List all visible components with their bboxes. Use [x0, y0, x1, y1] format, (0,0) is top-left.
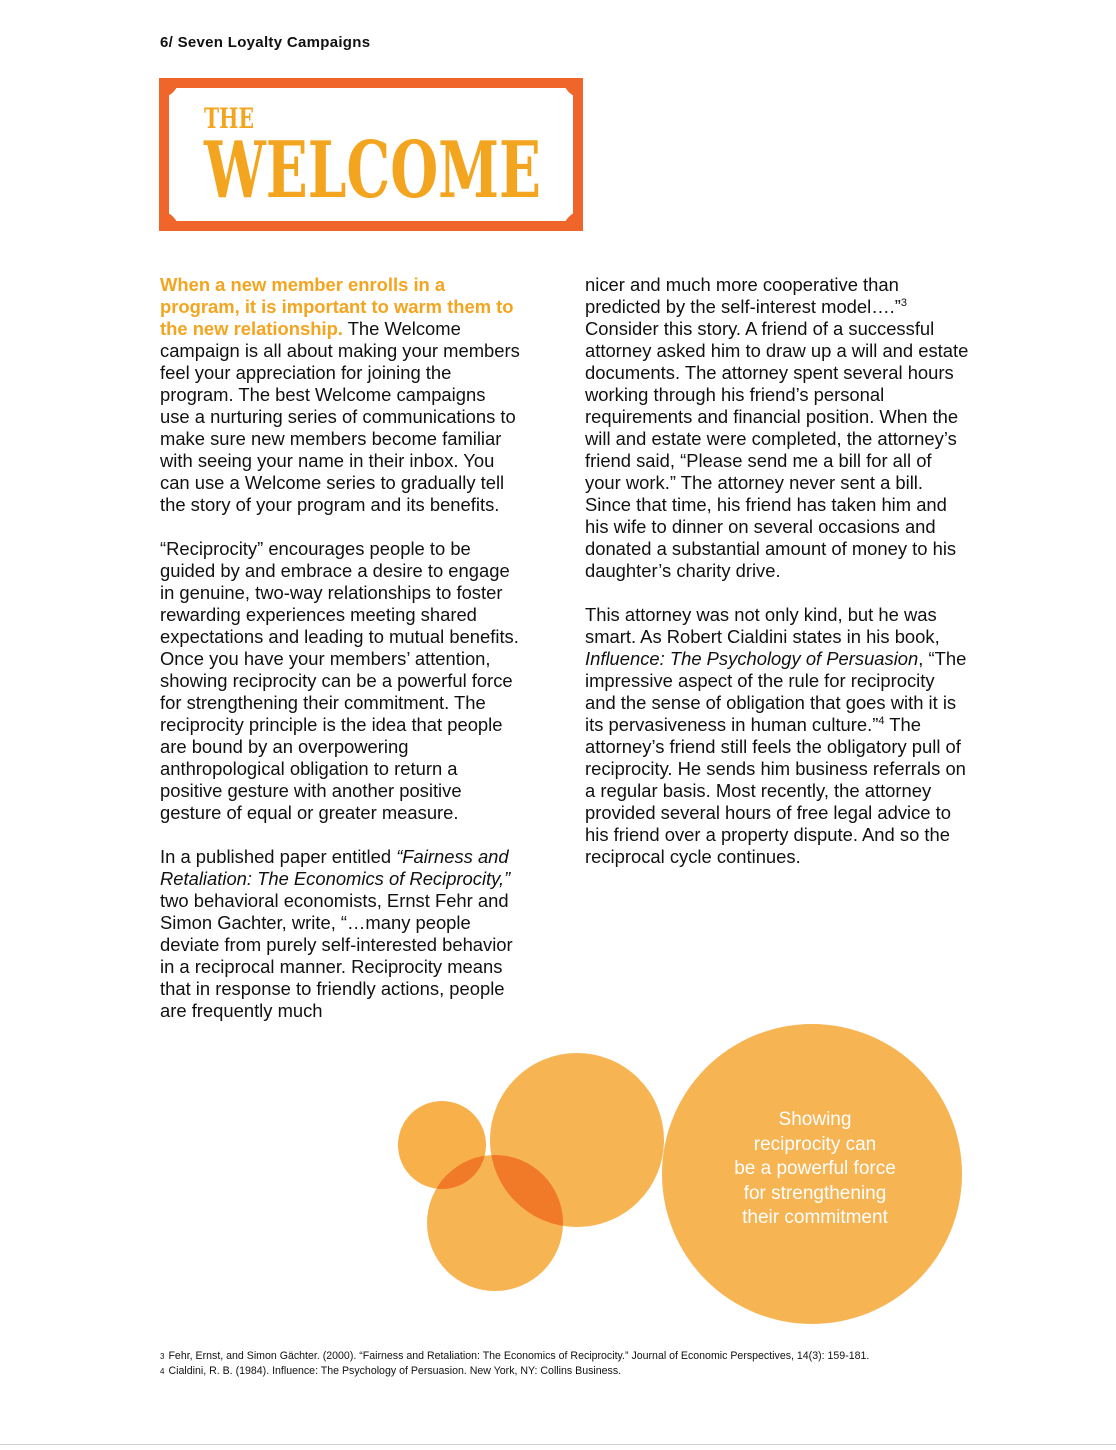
- cialdini-paragraph: [585, 604, 970, 868]
- cialdini-text-c: The attorney’s friend still feels the obligatory pull of reciprocity. He sends him business referrals on a regular basis. Most recently, the attorney provided several hours of free legal advice to his friend over a property dispute. And so the reciprocal cycle continues.: [585, 714, 966, 867]
- paper-title: “Fairness and Retaliation: The Economics of Reciprocity,”: [160, 846, 511, 889]
- footnote: [160, 1364, 869, 1379]
- footnote-ref-3: 3: [900, 296, 907, 309]
- callout-line: Showing: [778, 1109, 852, 1130]
- right-column: [585, 274, 970, 890]
- banner-big-word: WELCOME: [203, 125, 541, 216]
- intro-lead: When a new member enrolls in a program, it is important to warm them to the new relationship.: [160, 274, 514, 339]
- callout-line: reciprocity can: [753, 1133, 877, 1155]
- intro-paragraph: [160, 274, 520, 516]
- story-text-a: nicer and much more cooperative than predicted by the self-interest model….”: [585, 274, 901, 317]
- bottom-divider: [0, 1444, 1116, 1445]
- cialdini-text-a: This attorney was not only kind, but he was smart. As Robert Cialdini states in his book,: [585, 604, 940, 647]
- footnote-number: 4: [160, 1367, 165, 1376]
- footnote-ref-4: 4: [878, 714, 885, 727]
- banner-small-word: THE: [204, 102, 254, 135]
- intro-text: The Welcome campaign is all about making your members feel your appreciation for joining the program. The best Welcome campaigns use a nurturing series of communications to make sure new members become familiar with seeing your name in their inbox. You can use a Welcome series to gradually tell the story of your program and its benefits.: [160, 318, 520, 515]
- footnote: [160, 1349, 869, 1364]
- page-header: 6/ Seven Loyalty Campaigns: [160, 34, 371, 51]
- book-title: Influence: The Psychology of Persuasion: [585, 648, 919, 669]
- callout-line: for strengthening: [743, 1182, 887, 1204]
- footnotes: [160, 1349, 869, 1379]
- callout-text: [700, 1108, 930, 1231]
- story-paragraph: [585, 274, 970, 582]
- paper-text-b: two behavioral economists, Ernst Fehr and Simon Gachter, write, “…many people deviate from purely self-interested behavior in a reciprocal manner. Reciprocity means that in response to friendly actions, people are frequently much: [160, 890, 513, 1021]
- paper-paragraph: [160, 846, 520, 1022]
- cialdini-text-b: , “The impressive aspect of the rule for reciprocity and the sense of obligation that goes with it is its pervasiveness in human culture.”: [585, 648, 967, 735]
- paper-text-a: In a published paper entitled: [160, 846, 397, 867]
- reciprocity-paragraph: “Reciprocity” encourages people to be guided by and embrace a desire to engage in genuine, two-way relationships to foster rewarding experiences meeting shared expectations and leading to mutual benefits. Once you have your members’ attention, showing reciprocity can be a powerful force for strengthening their commitment. The reciprocity principle is the idea that people are bound by an overpowering anthropological obligation to return a positive gesture with another positive gesture of equal or greater measure.: [160, 538, 519, 823]
- footnote-text: Fehr, Ernst, and Simon Gächter. (2000). “Fairness and Retaliation: The Economics of Reciprocity.” Journal of Economic Perspectives, 14(3): 159-181.: [168, 1350, 870, 1362]
- footnote-text: Cialdini, R. B. (1984). Influence: The Psychology of Persuasion. New York, NY: Collins Business.: [168, 1365, 622, 1377]
- callout-line: their commitment: [742, 1207, 888, 1228]
- footnote-number: 3: [160, 1352, 165, 1361]
- callout-line: be a powerful force: [734, 1158, 896, 1179]
- welcome-banner: [159, 78, 583, 231]
- story-text-b: Consider this story. A friend of a successful attorney asked him to draw up a will and estate documents. The attorney spent several hours working through his friend’s personal requirements and financial position. When the will and estate were completed, the attorney’s friend said, “Please send me a bill for all of your work.” The attorney never sent a bill. Since that time, his friend has taken him and his wife to dinner on several occasions and donated a substantial amount of money to his daughter’s charity drive.: [585, 318, 969, 581]
- left-column: [160, 274, 520, 1044]
